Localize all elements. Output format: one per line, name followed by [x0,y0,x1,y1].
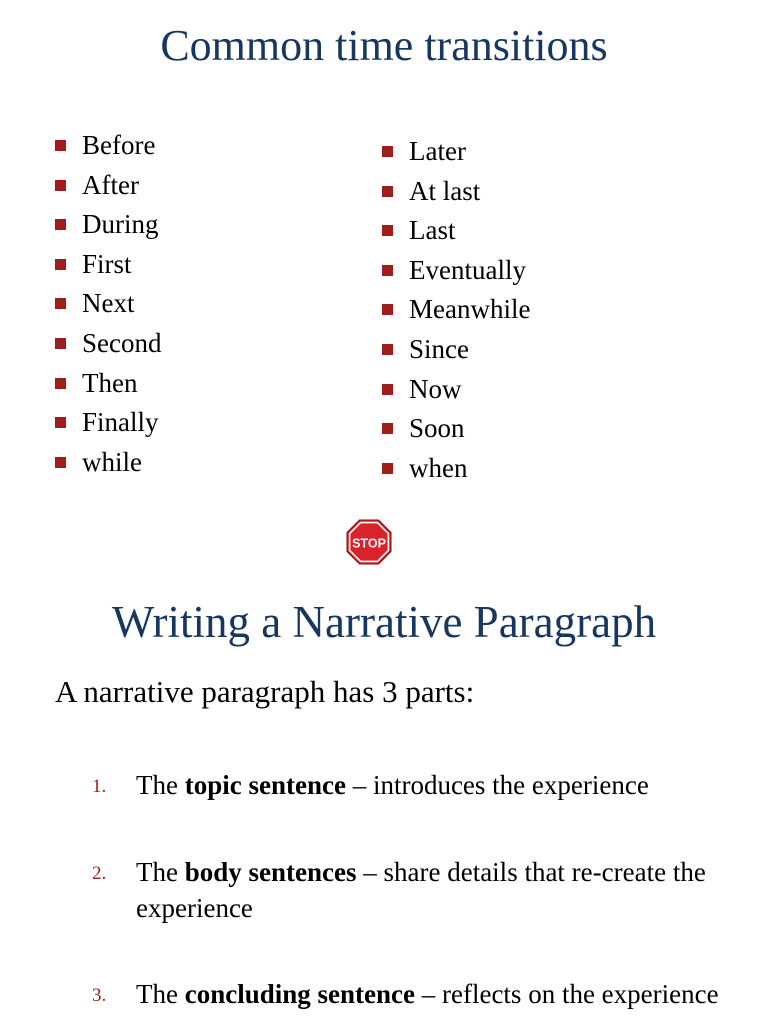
square-bullet-icon [55,180,66,191]
list-item: Now [382,372,530,412]
list-item: Then [55,366,161,406]
square-bullet-icon [55,457,66,468]
list-item: Meanwhile [382,292,530,332]
square-bullet-icon [382,265,393,276]
step-text: The body sentences – share details that re-create the experience [136,857,706,923]
list-item: Next [55,286,161,326]
square-bullet-icon [55,338,66,349]
list-item: Before [55,128,161,168]
list-item: while [55,445,161,485]
step-text: The concluding sentence – reflects on the experience [136,979,719,1009]
square-bullet-icon [382,423,393,434]
square-bullet-icon [382,344,393,355]
square-bullet-icon [382,225,393,236]
slide-title-narrative-paragraph: Writing a Narrative Paragraph [111,597,657,647]
square-bullet-icon [382,384,393,395]
stop-sign-label: STOP [352,536,386,551]
step-number: 2. [92,863,107,884]
stop-sign-icon[interactable] [346,519,392,565]
step-number: 3. [92,985,107,1006]
list-item: Last [382,213,530,253]
list-item: when [382,451,530,491]
square-bullet-icon [382,463,393,474]
square-bullet-icon [55,298,66,309]
list-item: Since [382,332,530,372]
step-number: 1. [92,776,107,797]
list-item [92,854,742,926]
step-text: The topic sentence – introduces the experience [136,770,649,800]
square-bullet-icon [382,186,393,197]
step-term: concluding sentence [184,979,415,1009]
square-bullet-icon [55,259,66,270]
transitions-list-right [382,134,530,490]
slide-title-time-transitions: Common time transitions [160,21,608,70]
list-item: Eventually [382,253,530,293]
list-item: At last [382,174,530,214]
square-bullet-icon [55,417,66,428]
step-term: topic sentence [184,770,346,800]
list-item: During [55,207,161,247]
square-bullet-icon [55,378,66,389]
step-term: body sentences [184,857,357,887]
square-bullet-icon [382,304,393,315]
list-item: Second [55,326,161,366]
square-bullet-icon [55,140,66,151]
square-bullet-icon [382,146,393,157]
list-item: After [55,168,161,208]
list-item: Soon [382,411,530,451]
list-item [92,767,742,805]
list-item: Finally [55,405,161,445]
list-item: First [55,247,161,287]
transitions-list-left [55,128,161,484]
square-bullet-icon [55,219,66,230]
intro-text: A narrative paragraph has 3 parts: [55,674,475,709]
list-item [92,976,742,1014]
list-item: Later [382,134,530,174]
